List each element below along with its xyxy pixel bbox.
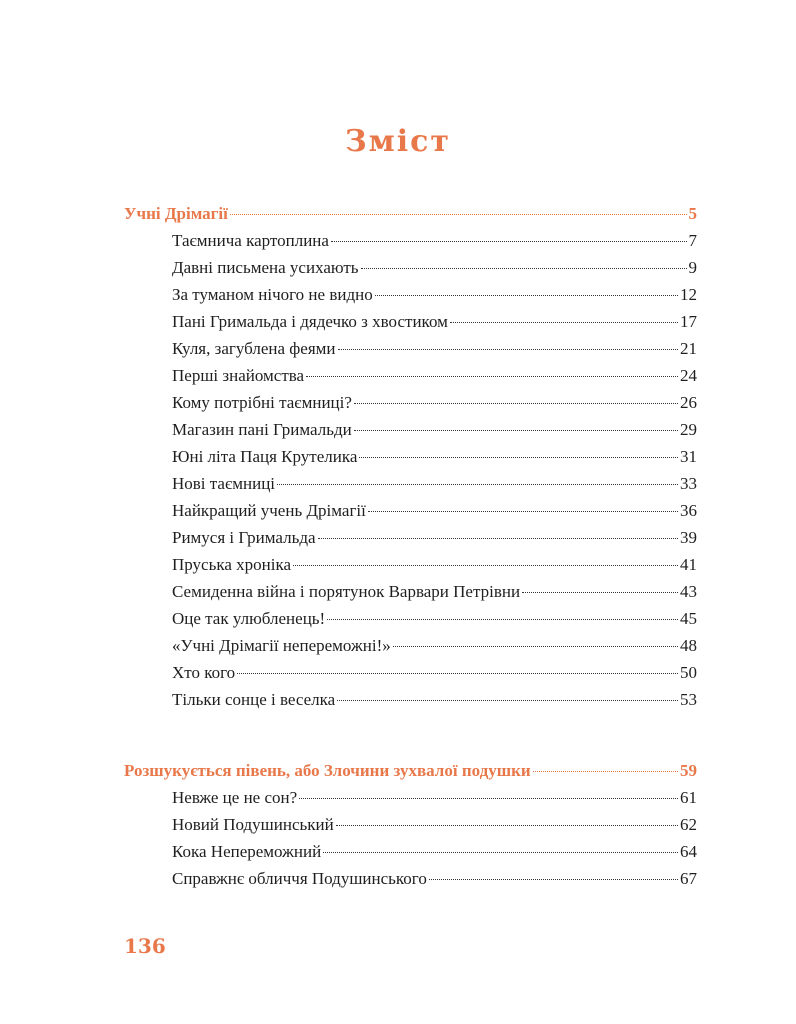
toc-section[interactable] (124, 203, 697, 225)
toc-entry-page: 24 (680, 366, 697, 385)
toc-entry[interactable] (172, 230, 697, 252)
dot-leader (375, 295, 678, 296)
toc-entry[interactable] (172, 473, 697, 495)
toc-entry[interactable] (172, 527, 697, 549)
toc-entry-label: Справжнє обличчя Подушинського (172, 869, 427, 888)
toc-entry-page: 7 (688, 231, 697, 250)
toc-entry-page: 26 (680, 393, 697, 412)
toc-entry[interactable] (172, 841, 697, 863)
dot-leader (361, 268, 687, 269)
toc-entry-label: За туманом нічого не видно (172, 285, 373, 304)
toc-entry-page: 33 (680, 474, 697, 493)
toc-entry-page: 67 (680, 869, 697, 888)
toc-entry-page: 64 (680, 842, 697, 861)
dot-leader (306, 376, 678, 377)
toc-entry-label: Перші знайомства (172, 366, 305, 385)
toc-entry[interactable] (172, 338, 697, 360)
toc-entry-label: Тільки сонце і веселка (172, 690, 336, 709)
toc-entry[interactable] (172, 581, 697, 603)
toc-entry-label: Юні літа Паця Крутелика (172, 447, 358, 466)
dot-leader (359, 457, 678, 458)
toc-section-page: 59 (680, 761, 697, 780)
dot-leader (354, 403, 678, 404)
page-number: 136 (124, 934, 166, 958)
dot-leader (429, 879, 678, 880)
dot-leader (393, 646, 678, 647)
dot-leader (337, 700, 678, 701)
toc-entry[interactable] (172, 868, 697, 890)
toc-entry-page: 62 (680, 815, 697, 834)
toc-entry[interactable] (172, 446, 697, 468)
toc-entry-label: Найкращий учень Дрімагії (172, 501, 366, 520)
toc-entry[interactable] (172, 608, 697, 630)
toc-entry[interactable] (172, 554, 697, 576)
toc-entry-page: 36 (680, 501, 697, 520)
toc-entry-page: 50 (680, 663, 697, 682)
toc-entry-page: 17 (680, 312, 697, 331)
toc-entry-label: Хто кого (172, 663, 236, 682)
toc-entry[interactable] (172, 662, 697, 684)
toc-section-label: Учні Дрімагії (124, 204, 228, 223)
toc-entry-page: 39 (680, 528, 697, 547)
toc-section[interactable] (124, 760, 697, 782)
toc-entry-page: 53 (680, 690, 697, 709)
page-title: Зміст (345, 124, 451, 159)
toc-entry-label: Нові таємниці (172, 474, 276, 493)
toc-entry[interactable] (172, 814, 697, 836)
toc-entry-page: 9 (688, 258, 697, 277)
dot-leader (237, 673, 678, 674)
toc-entry-page: 61 (680, 788, 697, 807)
toc-entry-page: 31 (680, 447, 697, 466)
toc-entry[interactable] (172, 500, 697, 522)
dot-leader (318, 538, 678, 539)
toc-section-label: Розшукується півень, або Злочини зухвалої подушки (124, 761, 531, 780)
toc-entry[interactable] (172, 365, 697, 387)
dot-leader (522, 592, 678, 593)
toc-entry-label: Пані Гримальда і дядечко з хвостиком (172, 312, 448, 331)
toc-entry-label: Оце так улюбленець! (172, 609, 326, 628)
dot-leader (450, 322, 678, 323)
toc-entry-label: Новий Подушинський (172, 815, 334, 834)
toc-entry-page: 43 (680, 582, 697, 601)
toc-entry-page: 41 (680, 555, 697, 574)
dot-leader (336, 825, 678, 826)
toc-entry[interactable] (172, 311, 697, 333)
dot-leader (293, 565, 678, 566)
toc-entry[interactable] (172, 257, 697, 279)
dot-leader (327, 619, 678, 620)
toc-entry-label: Невже це не сон? (172, 788, 298, 807)
toc-entry[interactable] (172, 689, 697, 711)
toc-entry-label: Кока Непереможний (172, 842, 322, 861)
toc-entry-page: 29 (680, 420, 697, 439)
dot-leader (299, 798, 678, 799)
toc-entry[interactable] (172, 787, 697, 809)
toc-entry-label: Магазин пані Гримальди (172, 420, 352, 439)
dot-leader (331, 241, 687, 242)
toc-entry-page: 21 (680, 339, 697, 358)
dot-leader (323, 852, 678, 853)
dot-leader (533, 771, 678, 772)
dot-leader (354, 430, 678, 431)
toc-section-page: 5 (688, 204, 697, 223)
dot-leader (230, 214, 687, 215)
toc-entry-page: 12 (680, 285, 697, 304)
toc-entry[interactable] (172, 284, 697, 306)
toc-entry-label: Кому потрібні таємниці? (172, 393, 352, 412)
toc-entry-page: 48 (680, 636, 697, 655)
toc-entry[interactable] (172, 419, 697, 441)
toc-entry[interactable] (172, 392, 697, 414)
toc-entry[interactable] (172, 635, 697, 657)
dot-leader (338, 349, 678, 350)
toc-entry-label: Римуся і Гримальда (172, 528, 316, 547)
dot-leader (277, 484, 678, 485)
toc-entry-page: 45 (680, 609, 697, 628)
toc-entry-label: Куля, загублена феями (172, 339, 336, 358)
toc-entry-label: Давні письмена усихають (172, 258, 359, 277)
toc-entry-label: Семиденна війна і порятунок Варвари Петрівни (172, 582, 521, 601)
toc-entry-label: Пруська хроніка (172, 555, 292, 574)
toc-entry-label: «Учні Дрімагії непереможні!» (172, 636, 391, 655)
toc-entry-label: Таємнича картоплина (172, 231, 329, 250)
dot-leader (368, 511, 678, 512)
